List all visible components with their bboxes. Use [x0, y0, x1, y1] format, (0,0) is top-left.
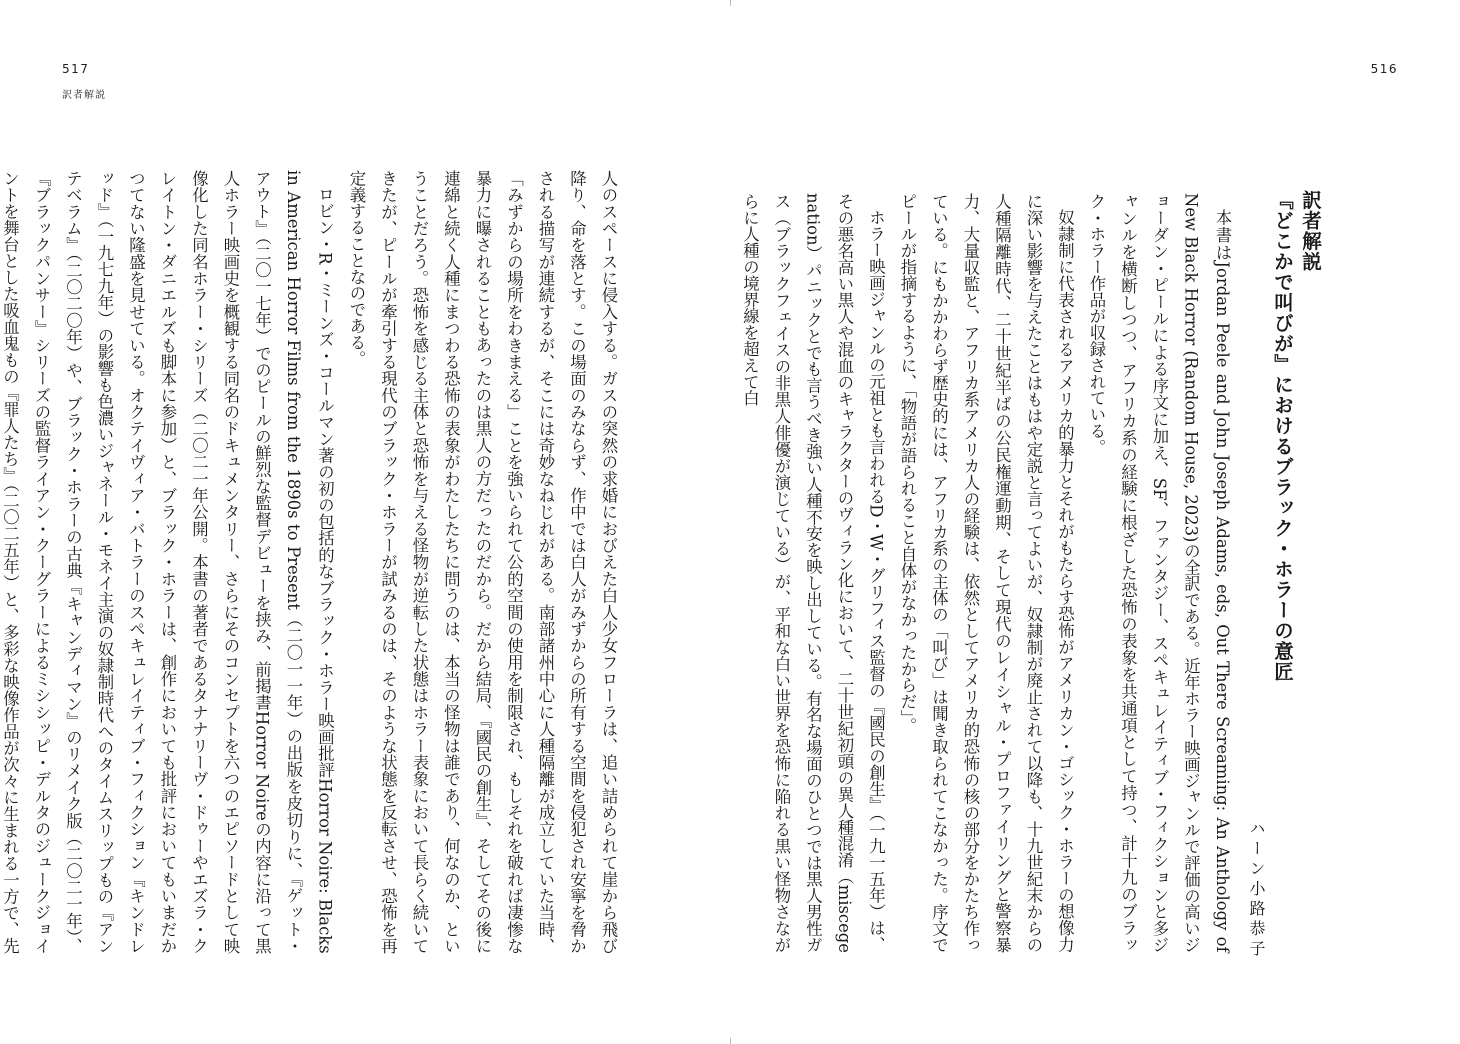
- section-label: 訳者解説: [1299, 190, 1322, 272]
- paragraph: 人のスペースに侵入する。ガスの突然の求婚におびえた白人少女フローラは、追い詰められて崖から飛び降り、命を落とす。この場面のみならず、作中では白人がみずからの所有する空間を侵犯され安寧を脅かされる描写が連続するが、そこには奇妙なねじれがある。南部諸州中心に人種隔離が成立していた当時、「みずからの場所をわきまえる」ことを強いられて公的空間の使用を制限され、もしそれを破れば凄惨な暴力に曝されることもあったのは黒人の方だったのだから。だから結局、『國民の創生』、そしてその後に連綿と続く人種にまつわる恐怖の表象がわたしたちに問うのは、本当の怪物は誰であり、何なのか、ということだろう。恐怖を感じる主体と恐怖を与える怪物が逆転した状態はホラー表象において長らく続いてきたが、ピールが牽引する現代のブラック・ホラーが試みるのは、そのような状態を反転させ、恐怖を再定義することなのである。: [347, 170, 618, 954]
- right-page: [730, 0, 1460, 1044]
- chapter-title-block: [1245, 190, 1324, 960]
- paragraph: ホラー映画ジャンルの元祖とも言われるD・W・グリフィス監督の『國民の創生』（一九一五年）は、その悪名高い黒人や混血のキャラクターのヴィラン化において、二十世紀初頭の異人種混淆（miscegenation）パニックとでも言うべき強い人種不安を映し出している。有名な場面のひとつでは黒人男性ガス（ブラックフェイスの非黒人俳優が演じている）が、平和な白い世界を恐怖に陥れる黒い怪物さながらに人種の境界線を超えて白: [740, 193, 886, 953]
- chapter-heading: 『どこかで叫びが』におけるブラック・ホラーの意匠: [1271, 190, 1294, 682]
- running-head: 訳者解説: [62, 90, 106, 101]
- body-text: [638, 193, 1238, 953]
- paragraph: 本書はJordan Peele and John Joseph Adams, eds, Out There Screaming: An Anthology of New Black Horror (Random House, 2023)の全訳である。近年ホラー映画ジャンルで評価の高いジョーダン・ピールによる序文に加え、SF、ファンタジー、スペキュレイティブ・フィクションと多ジャンルを横断しつつ、アフリカ系の経験に根ざした恐怖の表象を共通項として持つ、計十九のブラック・ホラー作品が収録されている。: [1087, 193, 1232, 953]
- page-number: 517: [62, 62, 90, 76]
- body-text: [0, 170, 624, 954]
- paragraph: ロビン・R・ミーンズ・コールマン著の初の包括的なブラック・ホラー映画批評Horror Noire: Blacks in American Horror Films from the 1890s to Present（二〇一一年）の出版を皮切りに、『ゲット・アウト』（二〇一七年）でのピールの鮮烈な監督デビューを挟み、前掲書Horror Noireの内容に沿って黒人ホラー映画史を概観する同名のドキュメンタリー、さらにそのコンセプトを六つのエピソードとして映像化した同名ホラー・シリーズ（二〇二一年公開。本書の著者であるタナナリーヴ・ドゥーやエズラ・クレイトン・ダニエルズも脚本に参加）と、ブラック・ホラーは、創作においても批評においてもいまだかつてない隆盛を見せている。オクテイヴィア・バトラーのスペキュレイティブ・フィクション『キンドレッド』（一九七九年）の影響も色濃いジャネール・モネイ主演の奴隷制時代へのタイムスリップもの『アンテベラム』（二〇二〇年）や、ブラック・ホラーの古典『キャンディマン』のリメイク版（二〇二一年）、『ブラックパンサー』シリーズの監督ライアン・クーグラーによるミシシッピ・デルタのジュークジョイントを舞台とした吸血鬼もの『罪人たち』（二〇二五年）と、多彩な映像作品が次々に生まれる一方で、先: [0, 170, 335, 954]
- paragraph: 奴隷制に代表されるアメリカ的暴力とそれがもたらす恐怖がアメリカン・ゴシック・ホラーの想像力に深い影響を与えたことはもはや定説と言ってよいが、奴隷制が廃止されて以降も、十九世紀末からの人種隔離時代、二十世紀半ばの公民権運動期、そして現代のレイシャル・プロファイリングと警察暴力、大量収監と、アフリカ系アメリカ人の経験は、依然としてアメリカ的恐怖の核の部分をかたち作っている。にもかかわらず歴史的には、アフリカ系の主体の「叫び」は聞き取られてこなかった。序文でピールが指摘するように、「物語が語られること自体がなかったからだ」。: [898, 193, 1075, 953]
- author-name: ハーン小路恭子: [1247, 820, 1266, 960]
- page-number: 516: [1370, 62, 1398, 76]
